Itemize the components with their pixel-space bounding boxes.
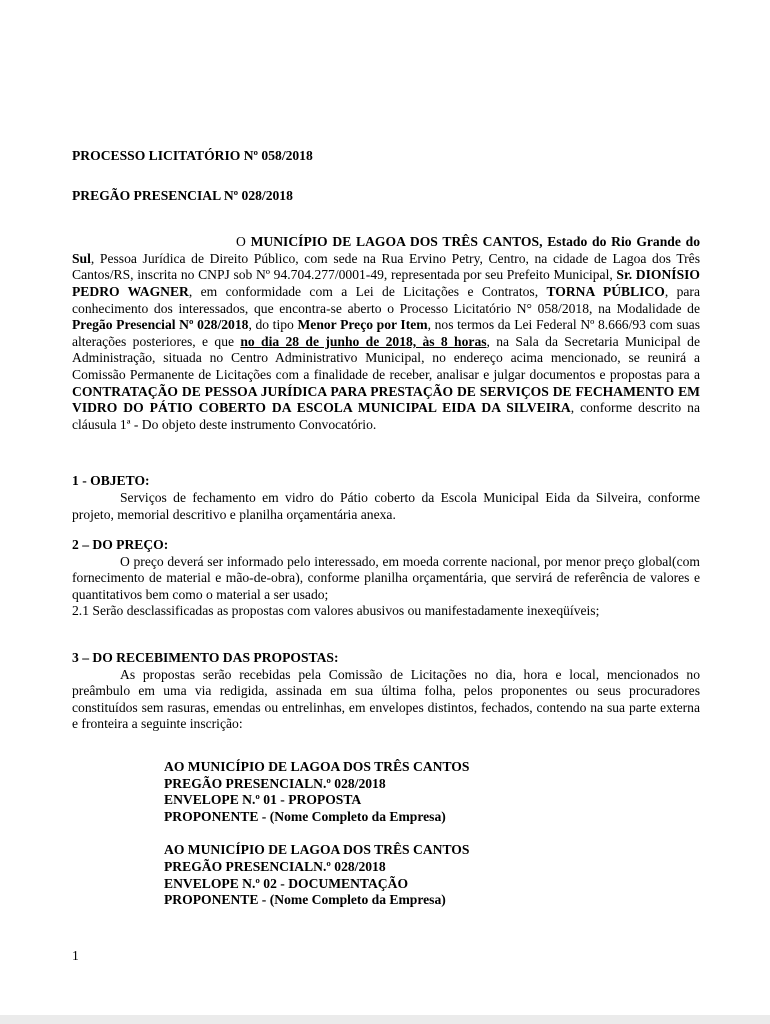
envelope-line-proponente: PROPONENTE - (Nome Completo da Empresa): [164, 892, 446, 908]
envelope-line-number: ENVELOPE N.º 01 - PROPOSTA: [164, 792, 362, 808]
preamble-paragraph: O MUNICÍPIO DE LAGOA DOS TRÊS CANTOS, Estado do Rio Grande do Sul, Pessoa Jurídica de Direito Público, com sede na Rua Ervino Petry, Centro, na cidade de Lagoa dos Três Cantos/RS, inscrita no CNPJ sob Nº 94.704.277/0001-49, representada por seu Prefeito Municipal, Sr. DIONÍSIO PEDRO WAGNER, em conformidade com a Lei de Licitações e Contratos, TORNA PÚBLICO, para conhecimento dos interessados, que encontra-se aberto o Processo Licitatório N° 058/2018, na Modalidade de Pregão Presencial Nº 028/2018, do tipo Menor Preço por Item, nos termos da Lei Federal Nº 8.666/93 com suas alterações posteriores, e que no dia 28 de junho de 2018, às 8 horas, na Sala da Secretaria Municipal de Administração, situada no Centro Administrativo Municipal, no endereço acima mencionado, se reunirá a Comissão Permanente de Licitações com a finalidade de receber, analisar e julgar documentos e propostas para a CONTRATAÇÃO DE PESSOA JURÍDICA PARA PRESTAÇÃO DE SERVIÇOS DE FECHAMENTO EM VIDRO DO PÁTIO COBERTO DA ESCOLA MUNICIPAL EIDA DA SILVEIRA, conforme descrito na cláusula 1ª - Do objeto deste instrumento Convocatório.: [72, 234, 701, 432]
envelope-line-recipient: AO MUNICÍPIO DE LAGOA DOS TRÊS CANTOS: [164, 759, 470, 775]
section-recebimento-paragraph: As propostas serão recebidas pela Comissão de Licitações no dia, hora e local, mencionados no preâmbulo em uma via redigida, assinada em sua última folha, pelos proponentes ou seus procuradores constituídos sem rasuras, emendas ou entrelinhas, em envelopes distintos, fechados, contendo na sua parte externa e fronteira a seguinte inscrição:: [72, 666, 700, 732]
section-objeto-paragraph: Serviços de fechamento em vidro do Pátio coberto da Escola Municipal Eida da Silveira, conforme projeto, memorial descritivo e planilha orçamentária anexa.: [72, 489, 700, 522]
section-preco-paragraph-1: O preço deverá ser informado pelo interessado, em moeda corrente nacional, por menor preço global(com fornecimento de material e mão-de-obra), conforme planilha orçamentária, que servirá de referência de valores e quantitativos bem como o material a ser usado;: [72, 553, 700, 602]
envelope-line-pregao: PREGÃO PRESENCIALN.º 028/2018: [164, 859, 386, 874]
envelope-inscription-documentacao: [164, 842, 700, 908]
envelope-line-pregao: PREGÃO PRESENCIALN.º 028/2018: [164, 775, 386, 791]
envelope-line-recipient: AO MUNICÍPIO DE LAGOA DOS TRÊS CANTOS: [164, 842, 470, 858]
page-number: 1: [72, 948, 79, 963]
heading-processo-licitatorio: PROCESSO LICITATÓRIO Nº 058/2018: [72, 148, 313, 163]
envelope-line-proponente: PROPONENTE - (Nome Completo da Empresa): [164, 808, 446, 824]
envelope-line-number: ENVELOPE N.º 02 - DOCUMENTAÇÃO: [164, 875, 409, 891]
section-preco-paragraph-2: 2.1 Serão desclassificadas as propostas com valores abusivos ou manifestadamente inexeqüíveis;: [72, 603, 600, 619]
heading-pregao-presencial: PREGÃO PRESENCIAL Nº 028/2018: [72, 187, 293, 203]
envelope-inscription-proposta: [164, 759, 700, 825]
section-title-objeto: 1 - OBJETO:: [72, 473, 150, 489]
section-title-recebimento: 3 – DO RECEBIMENTO DAS PROPOSTAS:: [72, 650, 339, 666]
section-title-preco: 2 – DO PREÇO:: [72, 537, 169, 553]
page-bottom-edge: [0, 1015, 770, 1024]
document-content: [72, 148, 700, 909]
